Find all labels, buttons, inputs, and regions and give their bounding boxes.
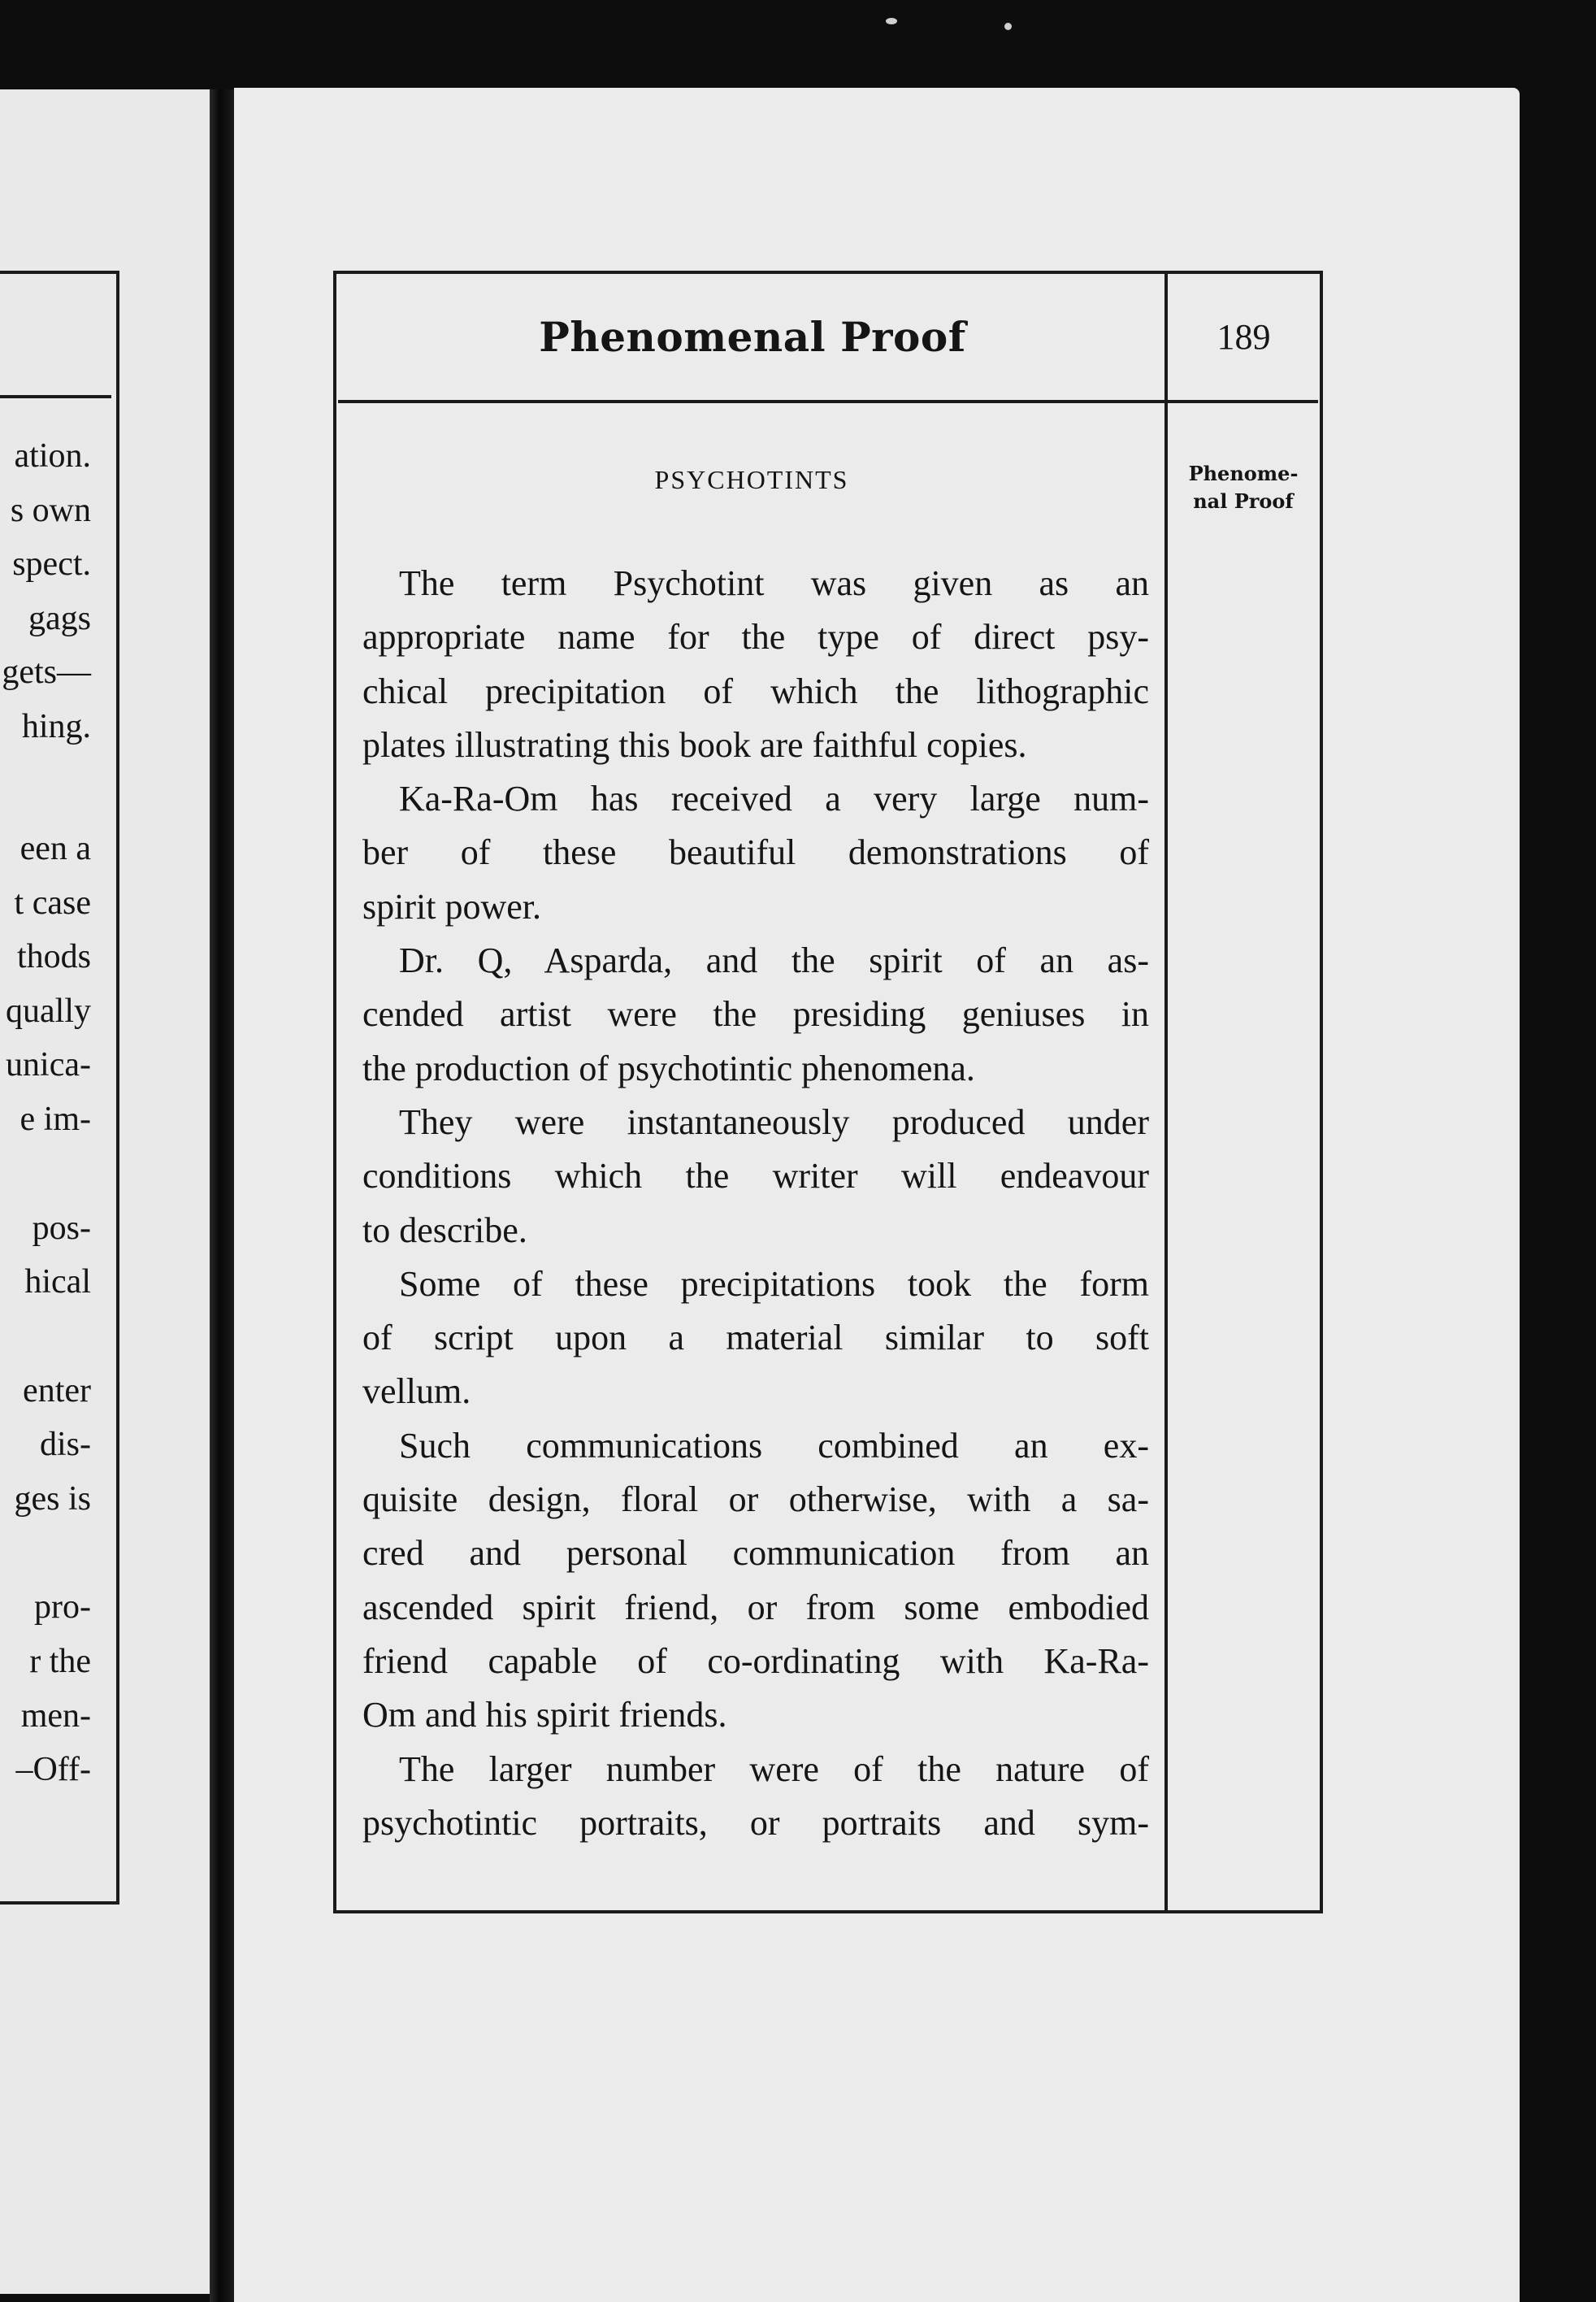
previous-page-text-line: t case — [14, 884, 91, 922]
text-line: ber of these beautiful demonstrations of — [362, 832, 1149, 873]
text-line: vellum. — [362, 1371, 471, 1412]
previous-page-header-rule — [0, 395, 111, 398]
previous-page-text-line: dis- — [40, 1426, 91, 1463]
margin-rule — [1164, 274, 1168, 1910]
previous-page-text-line: ges is — [14, 1480, 91, 1518]
previous-page-text-line: men- — [20, 1697, 91, 1735]
previous-page-text-line: ation. — [14, 437, 91, 475]
text-line: ascended spirit friend, or from some embodied — [362, 1587, 1149, 1627]
book-gutter — [210, 89, 234, 2302]
marginal-note — [1170, 460, 1316, 515]
previous-page-text-line: e im- — [20, 1101, 91, 1138]
text-line: The larger number were of the nature of — [399, 1748, 1149, 1789]
text-line: to describe. — [362, 1210, 527, 1250]
text-line: chical precipitation of which the lithographic — [362, 671, 1149, 711]
marginal-note-line: nal Proof — [1193, 489, 1294, 513]
previous-page-text-line: pos- — [32, 1210, 91, 1247]
previous-page-text-line: unica- — [6, 1046, 91, 1084]
page-number: 189 — [1217, 317, 1271, 357]
text-line: Some of these precipitations took the form — [399, 1263, 1149, 1304]
body-text — [362, 557, 1149, 1850]
previous-page-text-line: s own — [10, 492, 91, 529]
text-line: conditions which the writer will endeavour — [362, 1156, 1149, 1197]
previous-page-text-line: –Off- — [15, 1751, 91, 1788]
previous-page-text-line: pro- — [34, 1588, 91, 1626]
text-line: Such communications combined an ex- — [399, 1425, 1149, 1466]
previous-page-text-line: qually — [6, 992, 91, 1030]
marginal-note-line: Phenome- — [1188, 462, 1299, 485]
previous-page-text-line: enter — [23, 1372, 91, 1409]
text-line: They were instantaneously produced under — [399, 1101, 1149, 1142]
previous-page-text-line: gags — [28, 600, 91, 637]
previous-page — [0, 89, 210, 2294]
text-line: psychotintic portraits, or portraits and sym- — [362, 1802, 1149, 1843]
previous-page-text-line: thods — [16, 938, 91, 975]
text-line: cred and personal communication from an — [362, 1533, 1149, 1574]
dust-speck — [886, 18, 897, 24]
text-line: appropriate name for the type of direct psy- — [362, 617, 1149, 658]
text-line: Om and his spirit friends. — [362, 1695, 727, 1735]
previous-page-text-line: hical — [24, 1263, 91, 1301]
text-line: friend capable of co-ordinating with Ka-Ra- — [362, 1640, 1149, 1681]
header-rule — [338, 400, 1318, 403]
previous-page-text-line: spect. — [12, 545, 91, 583]
text-line: cended artist were the presiding geniuses in — [362, 994, 1149, 1035]
previous-page-text-line: een a — [20, 830, 91, 867]
text-line: The term Psychotint was given as an — [399, 563, 1149, 603]
section-title: PSYCHOTINTS — [654, 465, 849, 494]
dust-speck — [1004, 23, 1012, 30]
text-line: quisite design, floral or otherwise, with a sa- — [362, 1479, 1149, 1520]
previous-page-text-line: r the — [29, 1643, 91, 1680]
text-line: plates illustrating this book are faithful copies. — [362, 724, 1027, 765]
text-line: spirit power. — [362, 886, 541, 927]
text-line: of script upon a material similar to soft — [362, 1318, 1149, 1358]
previous-page-text-line: hing. — [21, 708, 91, 745]
text-line: Dr. Q, Asparda, and the spirit of an as- — [399, 940, 1149, 981]
previous-page-text-line: gets— — [2, 654, 91, 691]
text-line: the production of psychotintic phenomena. — [362, 1048, 975, 1088]
text-line: Ka-Ra-Om has received a very large num- — [399, 779, 1149, 819]
running-head: Phenomenal Proof — [539, 313, 966, 361]
